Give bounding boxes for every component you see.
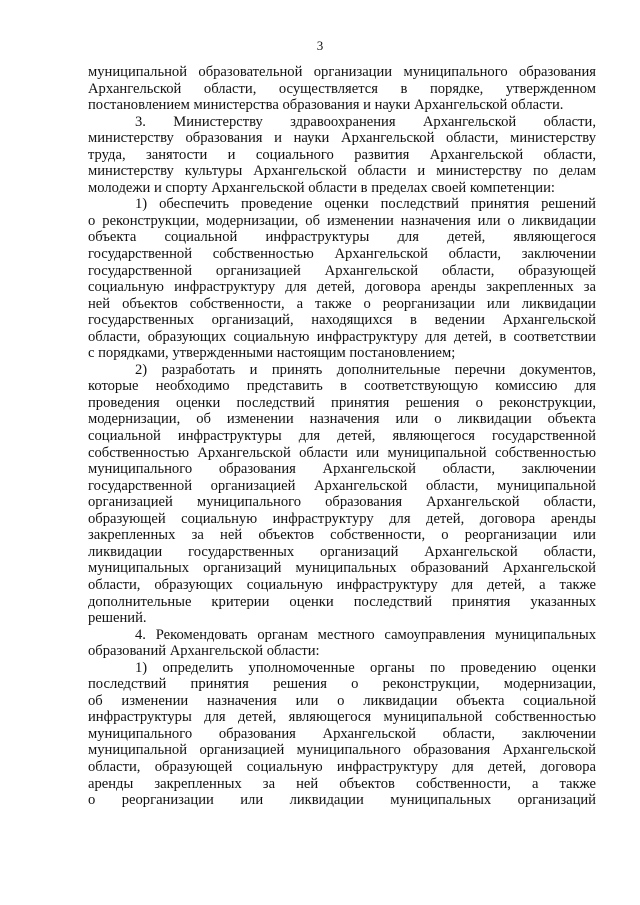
text-line: проведения оценки последствий принятия решения о реконструкции, <box>88 394 596 411</box>
text-line: постановлением министерства образования и науки Архангельской области. <box>88 97 564 114</box>
text-line: образующей социальную инфраструктуру для детей, договора аренды <box>88 510 596 527</box>
paragraph-subitem-3-1 <box>88 196 596 361</box>
paragraph-subitem-4-1 <box>88 660 596 809</box>
text-line: о реконструкции, модернизации, об изменении назначения или о ликвидации <box>88 212 596 229</box>
text-line: последствий принятия решения о реконструкции, модернизации, <box>88 676 596 693</box>
text-line: организацией муниципального образования Архангельской области, <box>88 494 596 511</box>
text-line: объекта социальной инфраструктуры для детей, являющегося <box>88 229 596 246</box>
text-line: с порядками, утвержденными настоящим постановлением; <box>88 345 456 362</box>
text-line: образований Архангельской области: <box>88 643 320 660</box>
text-line: 3. Министерству здравоохранения Архангельской области, <box>135 113 596 130</box>
text-line: ликвидации государственных организаций Архангельской области, <box>88 543 596 560</box>
text-line: министерству культуры Архангельской области и министерству по делам <box>88 163 596 180</box>
document-body <box>88 64 596 809</box>
text-line: 2) разработать и принять дополнительные перечни документов, <box>135 361 596 378</box>
text-line: собственностью Архангельской области или муниципальной собственностью <box>88 444 596 461</box>
text-line: молодежи и спорту Архангельской области в пределах своей компетенции: <box>88 179 555 196</box>
text-line: области, образующих социальную инфраструктуру для детей, в соответствии <box>88 328 596 345</box>
text-line: государственной собственностью Архангельской области, заключении <box>88 246 596 263</box>
text-line: модернизации, об изменении назначения или о ликвидации объекта <box>88 411 596 428</box>
text-line: инфраструктуры для детей, являющегося муниципальной собственностью <box>88 709 596 726</box>
text-line: министерству образования и науки Архангельской области, министерству <box>88 130 596 147</box>
paragraph-item-3 <box>88 114 596 197</box>
paragraph-continuation <box>88 64 596 114</box>
text-line: 1) обеспечить проведение оценки последствий принятия решений <box>135 196 596 213</box>
text-line: государственной организацией Архангельской области, муниципальной <box>88 477 596 494</box>
text-line: муниципальных организаций муниципальных образований Архангельской <box>88 560 596 577</box>
text-line: социальной инфраструктуры для детей, являющегося государственной <box>88 428 596 445</box>
text-line: 1) определить уполномоченные органы по проведению оценки <box>135 659 596 676</box>
text-line: 4. Рекомендовать органам местного самоуправления муниципальных <box>135 626 596 643</box>
paragraph-item-4 <box>88 627 596 660</box>
text-line: закрепленных за ней объектов собственности, о реорганизации или <box>88 527 596 544</box>
text-line: о реорганизации или ликвидации муниципальных организаций <box>88 792 596 809</box>
text-line: об изменении назначения или о ликвидации объекта социальной <box>88 692 596 709</box>
text-line: муниципального образования Архангельской области, заключении <box>88 725 596 742</box>
text-line: Архангельской области, осуществляется в порядке, утвержденном <box>88 80 596 97</box>
text-line: дополнительные критерии оценки последствий принятия указанных <box>88 593 596 610</box>
text-line: области, образующей социальную инфраструктуру для детей, договора <box>88 758 596 775</box>
text-line: ней объектов собственности, а также о реорганизации или ликвидации <box>88 295 596 312</box>
text-line: муниципальной организацией муниципального образования Архангельской <box>88 742 596 759</box>
text-line: муниципальной образовательной организации муниципального образования <box>88 64 596 80</box>
text-line: которые необходимо представить в соответствующую комиссию для <box>88 378 596 395</box>
text-line: аренды закрепленных за ней объектов собственности, а также <box>88 775 596 792</box>
page-number: 3 <box>316 38 324 53</box>
text-line: государственной организацией Архангельской области, образующей <box>88 262 596 279</box>
text-line: социальную инфраструктуру для детей, договора аренды закрепленных за <box>88 279 596 296</box>
text-line: муниципального образования Архангельской области, заключении <box>88 461 596 478</box>
text-line: решений. <box>88 610 147 627</box>
text-line: государственных организаций, находящихся в ведении Архангельской <box>88 312 596 329</box>
paragraph-subitem-3-2 <box>88 362 596 627</box>
text-line: области, образующих социальную инфраструктуру для детей, а также <box>88 576 596 593</box>
text-line: труда, занятости и социального развития Архангельской области, <box>88 146 596 163</box>
